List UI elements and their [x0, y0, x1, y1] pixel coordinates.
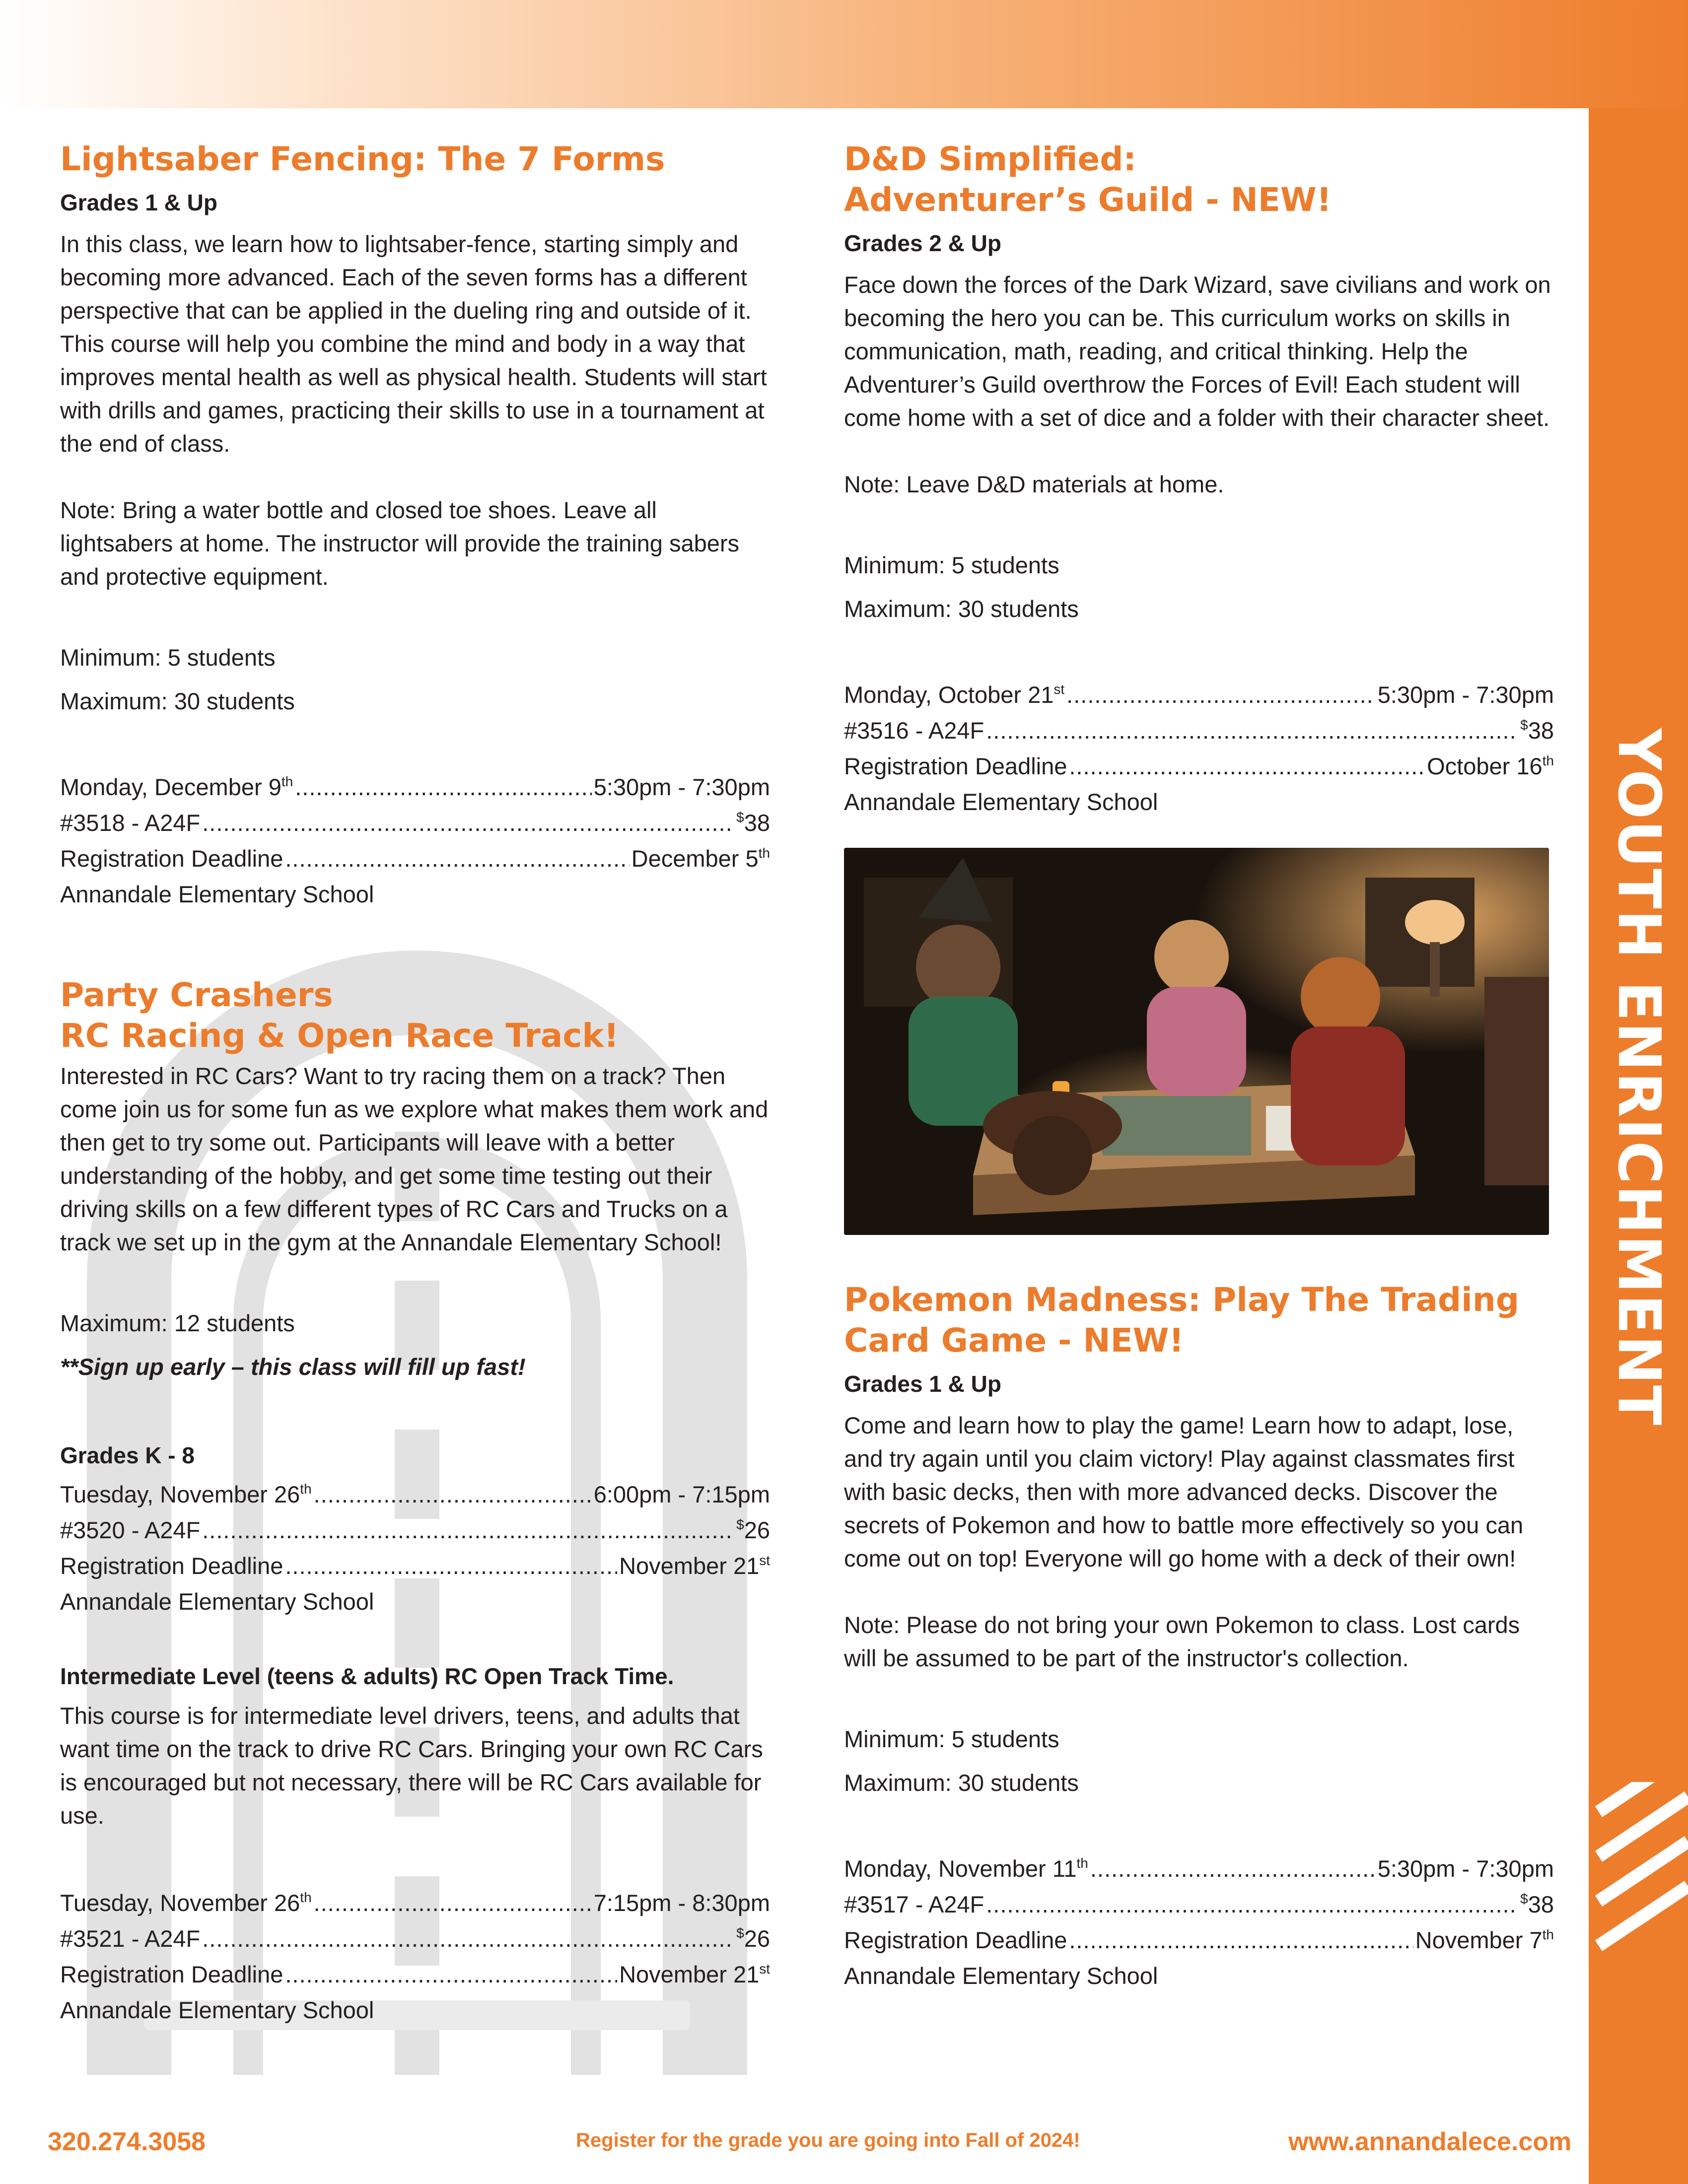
- schedule-day-suffix: st: [1054, 682, 1065, 697]
- footer-registration-note: Register for the grade you are going into Fall of 2024!: [576, 2129, 1080, 2151]
- schedule-row-deadline: [844, 750, 1554, 786]
- deadline-label: Registration Deadline: [60, 1553, 283, 1579]
- lightsaber-description: In this class, we learn how to lightsaber-fence, starting simply and becoming more advanced. Each of the seven forms has a different perspective that can be applied in the dueling ring and outside of it. This course will help you combine the mind and body in a way that improves mental health as well as physical health. Students will start with drills and games, practicing their skills to use in a tournament at the end of class.: [60, 231, 767, 457]
- schedule-time: 5:30pm - 7:30pm: [593, 774, 770, 800]
- course-price: 26: [744, 1517, 770, 1543]
- schedule-row-price: [844, 714, 1554, 750]
- dnd-players-photo: [844, 848, 1549, 1235]
- footer-website-link[interactable]: www.annandalece.com: [1288, 2127, 1572, 2156]
- dnd-title-line2: Adventurer’s Guild - NEW!: [844, 181, 1332, 219]
- rc-title-line2: RC Racing & Open Race Track!: [60, 1017, 619, 1055]
- course-location: Annandale Elementary School: [60, 1588, 374, 1615]
- deadline-label: Registration Deadline: [844, 753, 1067, 779]
- deadline-label: Registration Deadline: [60, 1961, 283, 1987]
- deadline-suffix: st: [759, 1961, 770, 1977]
- lightsaber-class: [60, 139, 770, 910]
- pokemon-schedule: [844, 1852, 1554, 1992]
- deadline-suffix: th: [758, 845, 770, 861]
- schedule-day-suffix: th: [300, 1481, 312, 1497]
- leader-dots: [202, 1922, 734, 1955]
- schedule-day: Monday, November 11: [844, 1855, 1077, 1882]
- schedule-row-deadline: [60, 1958, 770, 1994]
- course-price: 38: [744, 810, 770, 836]
- schedule-row-deadline: [60, 1550, 770, 1585]
- rc-session1-schedule: [60, 1478, 770, 1618]
- leader-dots: [285, 1550, 617, 1582]
- leader-dots: [986, 714, 1518, 747]
- currency-symbol: $: [736, 1925, 744, 1941]
- rc-maximum: Maximum: 12 students: [60, 1310, 295, 1336]
- course-code: #3521 - A24F: [60, 1925, 201, 1952]
- schedule-time: 5:30pm - 7:30pm: [1377, 1855, 1554, 1882]
- schedule-row-price: [60, 807, 770, 842]
- deadline-suffix: th: [1542, 1927, 1554, 1942]
- dnd-minimum: Minimum: 5 students: [844, 552, 1059, 578]
- footer-phone[interactable]: 320.274.3058: [48, 2127, 206, 2156]
- schedule-time: 5:30pm - 7:30pm: [1377, 682, 1554, 708]
- leader-dots: [295, 771, 591, 803]
- course-code: #3520 - A24F: [60, 1517, 201, 1543]
- deadline-date: November 7: [1415, 1927, 1543, 1953]
- course-location: Annandale Elementary School: [844, 789, 1158, 815]
- dnd-photo-illustration-icon: [844, 848, 1549, 1235]
- currency-symbol: $: [736, 810, 744, 825]
- pokemon-description: Come and learn how to play the game! Learn how to adapt, lose, and try again until you claim victory! Play against classmates first with basic decks, then with more advanced decks. Discover the secrets of Pokemon and how to battle more effectively so you can come out on top! Everyone will go home with a deck of their own!: [844, 1412, 1524, 1571]
- course-code: #3517 - A24F: [844, 1891, 985, 1917]
- schedule-day: Tuesday, November 26: [60, 1890, 300, 1916]
- dnd-title-line1: D&D Simplified:: [844, 140, 1136, 178]
- schedule-row-day: [60, 1478, 770, 1514]
- schedule-row-price: [60, 1514, 770, 1550]
- pokemon-class: [844, 1280, 1554, 1992]
- section-label-text: YOUTH ENRICHMENT: [1605, 728, 1674, 1427]
- deadline-date: November 21: [619, 1961, 760, 1987]
- lightsaber-maximum: Maximum: 30 students: [60, 688, 295, 714]
- rc-session2-description: This course is for intermediate level drivers, teens, and adults that want time on the track to drive RC Cars. Bringing your own RC Cars is encouraged but not necessary, there will be RC Cars available for use.: [60, 1703, 763, 1829]
- rc-description: Interested in RC Cars? Want to try racing them on a track? Then come join us for some fun as we explore what makes them work and then get to try some out. Participants will leave with a better understanding of the hobby, and get some time testing out their driving skills on a few different types of RC Cars and Trucks on a track we set up in the gym at the Annandale Elementary School!: [60, 1063, 769, 1255]
- schedule-day-suffix: th: [1076, 1855, 1088, 1871]
- course-price: 38: [1528, 1891, 1554, 1917]
- leader-dots: [1069, 750, 1425, 782]
- dnd-note: Note: Leave D&D materials at home.: [844, 471, 1224, 497]
- pokemon-title-line1: Pokemon Madness: Play The Trading: [844, 1281, 1520, 1319]
- leader-dots: [314, 1887, 592, 1919]
- schedule-day: Monday, October 21: [844, 682, 1054, 708]
- course-location: Annandale Elementary School: [60, 881, 374, 907]
- schedule-row-day: [60, 771, 770, 807]
- dnd-schedule: [844, 679, 1554, 818]
- schedule-day: Monday, December 9: [60, 774, 281, 800]
- lightsaber-grades: Grades 1 & Up: [60, 190, 217, 215]
- rc-title: [60, 975, 770, 1056]
- course-price: 26: [744, 1925, 770, 1952]
- rc-session2-heading: Intermediate Level (teens & adults) RC Open Track Time.: [60, 1663, 674, 1689]
- schedule-day-suffix: th: [300, 1890, 312, 1905]
- leader-dots: [202, 1514, 734, 1546]
- schedule-row-price: [60, 1922, 770, 1958]
- leader-dots: [1066, 679, 1376, 711]
- course-code: #3516 - A24F: [844, 717, 985, 744]
- leader-dots: [202, 807, 734, 839]
- deadline-date: December 5: [631, 845, 759, 872]
- section-label: [1585, 705, 1688, 1449]
- course-location: Annandale Elementary School: [60, 1997, 374, 2023]
- pokemon-title: [844, 1280, 1554, 1361]
- decorative-stripes-icon: [1589, 1782, 1688, 1971]
- rc-session1-grades: Grades K - 8: [60, 1442, 195, 1468]
- left-column: [60, 139, 770, 2026]
- leader-dots: [314, 1478, 592, 1510]
- lightsaber-note: Note: Bring a water bottle and closed toe shoes. Leave all lightsabers at home. The instructor will provide the training sabers and protective equipment.: [60, 497, 740, 590]
- schedule-row-day: [60, 1887, 770, 1922]
- lightsaber-schedule: [60, 771, 770, 910]
- right-column: [844, 139, 1554, 1992]
- rc-racing-class: [60, 975, 770, 2026]
- leader-dots: [285, 842, 629, 875]
- deadline-suffix: th: [1542, 753, 1554, 768]
- course-price: 38: [1528, 717, 1554, 744]
- dnd-class: [844, 139, 1554, 1235]
- dnd-description: Face down the forces of the Dark Wizard, save civilians and work on becoming the hero you can be. This curriculum works on skills in communication, math, reading, and critical thinking. Help the Adventurer’s Guild overthrow the Forces of Evil! Each student will come home with a set of dice and a folder with their character sheet.: [844, 272, 1551, 431]
- deadline-date: November 21: [619, 1553, 760, 1579]
- dnd-title: [844, 139, 1554, 220]
- schedule-row-day: [844, 679, 1554, 714]
- leader-dots: [1069, 1924, 1413, 1956]
- schedule-day-suffix: th: [281, 774, 293, 789]
- course-code: #3518 - A24F: [60, 810, 201, 836]
- leader-dots: [285, 1958, 617, 1990]
- dnd-grades: Grades 2 & Up: [844, 230, 1001, 256]
- currency-symbol: $: [736, 1517, 744, 1532]
- dnd-maximum: Maximum: 30 students: [844, 596, 1079, 622]
- pokemon-note: Note: Please do not bring your own Pokemon to class. Lost cards will be assumed to be part of the instructor's collection.: [844, 1612, 1520, 1671]
- pokemon-grades: Grades 1 & Up: [844, 1371, 1001, 1397]
- deadline-label: Registration Deadline: [60, 845, 283, 872]
- rc-title-line1: Party Crashers: [60, 976, 333, 1014]
- leader-dots: [986, 1888, 1518, 1920]
- schedule-row-deadline: [844, 1924, 1554, 1960]
- schedule-time: 7:15pm - 8:30pm: [593, 1890, 770, 1916]
- lightsaber-minimum: Minimum: 5 students: [60, 644, 276, 671]
- pokemon-minimum: Minimum: 5 students: [844, 1726, 1059, 1752]
- schedule-time: 6:00pm - 7:15pm: [593, 1481, 770, 1507]
- deadline-date: October 16: [1427, 753, 1543, 779]
- currency-symbol: $: [1520, 1891, 1528, 1907]
- schedule-row-price: [844, 1888, 1554, 1924]
- currency-symbol: $: [1520, 717, 1528, 733]
- pokemon-maximum: Maximum: 30 students: [844, 1770, 1079, 1796]
- schedule-day: Tuesday, November 26: [60, 1481, 300, 1507]
- rc-session2-schedule: [60, 1887, 770, 2026]
- lightsaber-title: Lightsaber Fencing: The 7 Forms: [60, 140, 665, 178]
- deadline-label: Registration Deadline: [844, 1927, 1067, 1953]
- pokemon-title-line2: Card Game - NEW!: [844, 1321, 1184, 1360]
- course-location: Annandale Elementary School: [844, 1963, 1158, 1989]
- deadline-suffix: st: [759, 1553, 770, 1568]
- rc-warning: **Sign up early – this class will fill up fast!: [60, 1354, 526, 1380]
- schedule-row-day: [844, 1852, 1554, 1888]
- header-gradient-band: [0, 0, 1688, 108]
- page-number: 8: [1619, 2127, 1634, 2156]
- leader-dots: [1090, 1852, 1376, 1885]
- schedule-row-deadline: [60, 842, 770, 878]
